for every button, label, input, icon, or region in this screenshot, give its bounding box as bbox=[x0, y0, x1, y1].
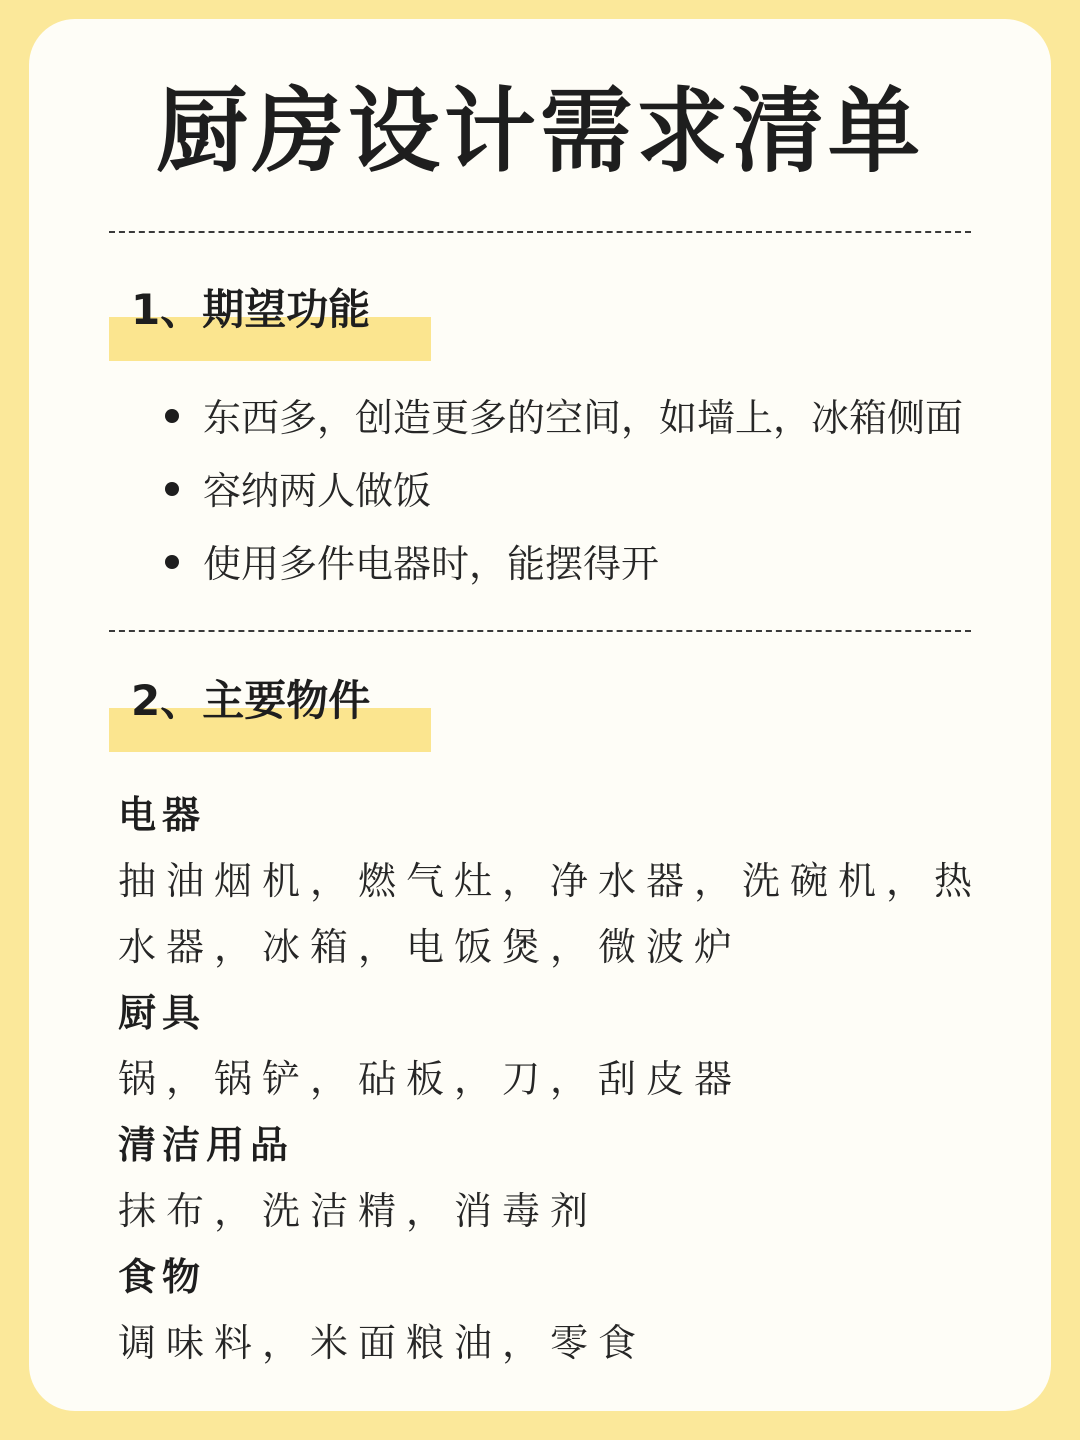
bullet-icon bbox=[165, 482, 179, 496]
list-item bbox=[161, 532, 963, 605]
category-title-cleaning: 清洁用品 bbox=[118, 1123, 295, 1167]
list-item-text: 使用多件电器时，能摆得开 bbox=[203, 542, 660, 586]
list-item bbox=[161, 459, 963, 532]
list-item-text: 东西多，创造更多的空间，如墙上，冰箱侧面 bbox=[203, 396, 964, 440]
section-heading-items bbox=[109, 672, 431, 752]
category-title-food: 食物 bbox=[118, 1255, 207, 1299]
category-items-cleaning: 抹布，洗洁精，消毒剂 bbox=[118, 1189, 599, 1233]
bullet-icon bbox=[165, 555, 179, 569]
list-item-text: 容纳两人做饭 bbox=[203, 469, 432, 513]
category-items-appliances: 抽油烟机，燃气灶，净水器，洗碗机，热水器，冰箱，电饭煲，微波炉 bbox=[118, 859, 983, 969]
category-title-cookware: 厨具 bbox=[118, 991, 207, 1035]
category-items-cookware: 锅，锅铲，砧板，刀，刮皮器 bbox=[118, 1057, 743, 1101]
items-list bbox=[118, 782, 998, 1376]
section-heading-functions bbox=[109, 281, 431, 361]
bullet-icon bbox=[165, 409, 179, 423]
content-card bbox=[29, 19, 1051, 1411]
function-list bbox=[161, 386, 963, 605]
divider-top bbox=[109, 231, 971, 233]
page-title: 厨房设计需求清单 bbox=[155, 78, 924, 185]
section-heading-text: 2、主要物件 bbox=[131, 676, 371, 725]
category-title-appliances: 电器 bbox=[118, 793, 207, 837]
category-items-food: 调味料，米面粮油，零食 bbox=[118, 1321, 647, 1365]
list-item bbox=[161, 386, 963, 459]
section-heading-text: 1、期望功能 bbox=[131, 285, 371, 334]
divider-middle bbox=[109, 630, 971, 632]
